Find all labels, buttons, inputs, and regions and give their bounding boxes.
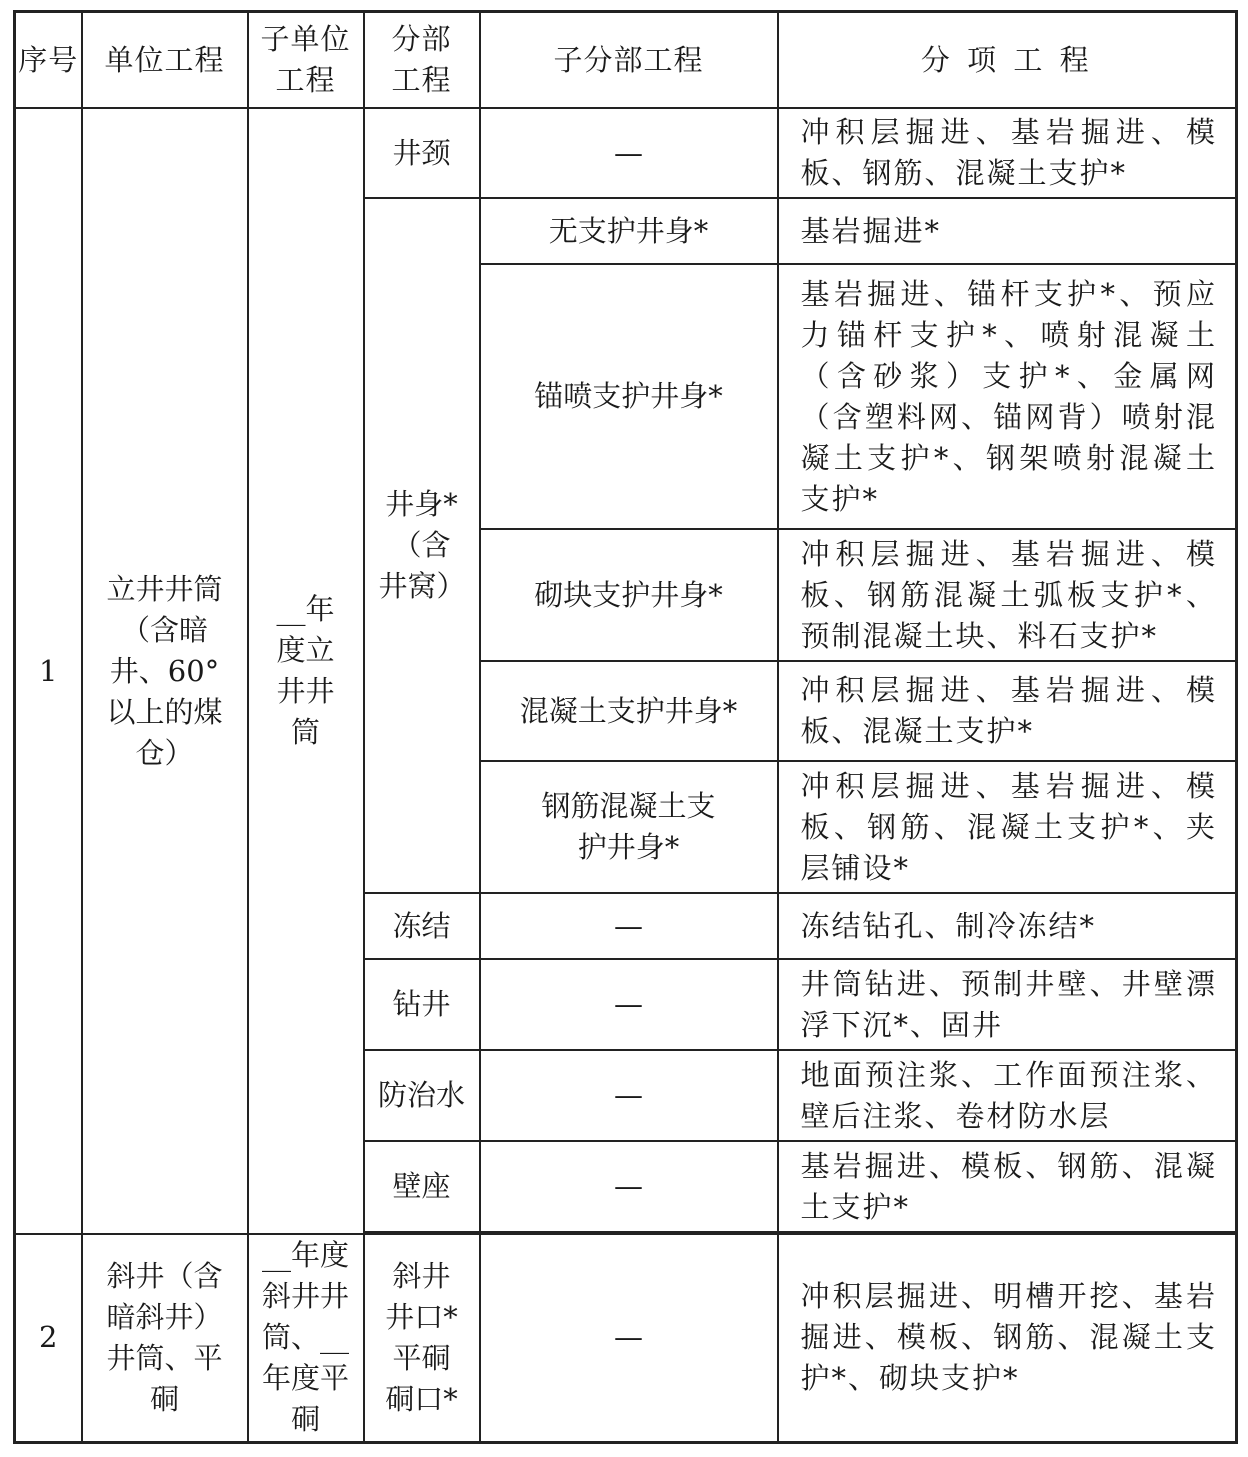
body-sub-4: 钢筋混凝土支护井身* — [480, 761, 778, 893]
row1-seq: 1 — [15, 108, 82, 1234]
other-subdivision-1: — — [480, 959, 778, 1050]
body-sub-0: 无支护井身* — [480, 198, 778, 264]
other-division-0: 冻结 — [364, 893, 480, 959]
body-items-2: 冲积层掘进、基岩掘进、模板、钢筋混凝土弧板支护*、预制混凝土块、料石支护* — [778, 529, 1237, 661]
body-items-0: 基岩掘进* — [778, 198, 1237, 264]
header-subunit: 子单位工程 — [248, 12, 364, 109]
body-items-4: 冲积层掘进、基岩掘进、模板、钢筋、混凝土支护*、夹层铺设* — [778, 761, 1237, 893]
row2-items: 冲积层掘进、明槽开挖、基岩掘进、模板、钢筋、混凝土支护*、砌块支护* — [778, 1234, 1237, 1442]
header-subdivision: 子分部工程 — [480, 12, 778, 109]
row2-seq: 2 — [15, 1234, 82, 1442]
row2-subdivision: — — [480, 1234, 778, 1442]
row1-unit: 立井井筒（含暗井、60°以上的煤仓） — [82, 108, 248, 1234]
neck-subdivision: — — [480, 108, 778, 198]
body-division: 井身*（含井窝） — [364, 198, 480, 893]
header-unit: 单位工程 — [82, 12, 248, 109]
other-items-3: 基岩掘进、模板、钢筋、混凝土支护* — [778, 1141, 1237, 1232]
other-division-3: 壁座 — [364, 1141, 480, 1232]
row2-subunit: __年度斜井井筒、__年度平硐 — [248, 1234, 364, 1442]
table-row — [15, 1234, 1237, 1442]
other-subdivision-2: — — [480, 1050, 778, 1141]
header-row — [15, 12, 1237, 109]
neck-items: 冲积层掘进、基岩掘进、模板、钢筋、混凝土支护* — [778, 108, 1237, 198]
header-seq: 序号 — [15, 12, 82, 109]
other-division-1: 钻井 — [364, 959, 480, 1050]
body-items-1: 基岩掘进、锚杆支护*、预应力锚杆支护*、喷射混凝土（含砂浆）支护*、金属网（含塑料网、锚网背）喷射混凝土支护*、钢架喷射混凝土支护* — [778, 264, 1237, 529]
other-subdivision-3: — — [480, 1141, 778, 1232]
engineering-division-table — [13, 10, 1238, 1444]
row2-unit: 斜井（含暗斜井）井筒、平硐 — [82, 1234, 248, 1442]
body-sub-1: 锚喷支护井身* — [480, 264, 778, 529]
other-items-1: 井筒钻进、预制井壁、井壁漂浮下沉*、固井 — [778, 959, 1237, 1050]
body-items-3: 冲积层掘进、基岩掘进、模板、混凝土支护* — [778, 661, 1237, 761]
header-item: 分 项 工 程 — [778, 12, 1237, 109]
header-division: 分部工程 — [364, 12, 480, 109]
neck-division: 井颈 — [364, 108, 480, 198]
other-items-2: 地面预注浆、工作面预注浆、壁后注浆、卷材防水层 — [778, 1050, 1237, 1141]
other-subdivision-0: — — [480, 893, 778, 959]
row1-subunit: __年度立井井筒 — [248, 108, 364, 1234]
other-items-0: 冻结钻孔、制冷冻结* — [778, 893, 1237, 959]
body-sub-3: 混凝土支护井身* — [480, 661, 778, 761]
table-container — [13, 10, 1238, 1444]
row2-division: 斜井井口*平硐硐口* — [364, 1234, 480, 1442]
other-division-2: 防治水 — [364, 1050, 480, 1141]
table-row — [15, 108, 1237, 198]
body-sub-2: 砌块支护井身* — [480, 529, 778, 661]
